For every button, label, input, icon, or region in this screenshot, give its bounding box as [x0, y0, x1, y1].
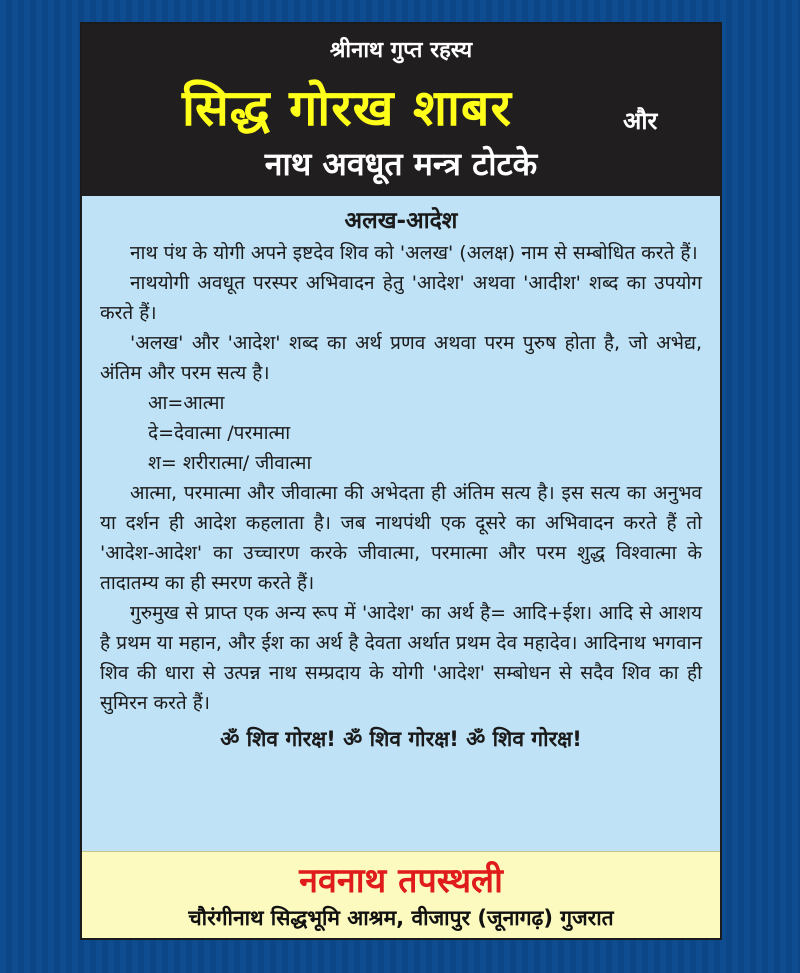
- sub-title: नाथ अवधूत मन्त्र टोटके: [264, 145, 538, 183]
- footer-title: नवनाथ तपस्थली: [299, 861, 503, 901]
- article-body: [82, 196, 720, 856]
- footer-address: चौरंगीनाथ सिद्धभूमि आश्रम, वीजापुर (जूनागढ़) गुजरात: [188, 906, 614, 930]
- pre-title: श्रीनाथ गुप्त रहस्य: [329, 38, 473, 63]
- poster-card: [80, 22, 722, 940]
- poster-header: [82, 24, 720, 196]
- paragraph-3: 'अलख' और 'आदेश' शब्द का अर्थ प्रणव अथवा परम पुरुष होता है, जो अभेद्य, अंतिम और परम सत्य है।: [100, 332, 702, 384]
- main-title: सिद्ध गोरख शाबर: [182, 78, 512, 137]
- formula-aa: आ=आत्मा: [148, 392, 225, 414]
- and-word: और: [623, 107, 658, 135]
- paragraph-5: गुरुमुख से प्राप्त एक अन्य रूप में 'आदेश' का अर्थ है= आदि+ईश। आदि से आशय है प्रथम या महान, और ईश का अर्थ है देवता अर्थात प्रथम देव महादेव। आदिनाथ भगवान शिव की धारा से उत्पन्न नाथ सम्प्रदाय के योगी 'आदेश' सम्बोधन से सदैव शिव का ही सुमिरन करते हैं।: [100, 602, 702, 714]
- paragraph-2: नाथयोगी अवधूत परस्पर अभिवादन हेतु 'आदेश' अथवा 'आदीश' शब्द का उपयोग करते हैं।: [100, 272, 702, 324]
- section-heading: अलख-आदेश: [344, 208, 458, 234]
- paragraph-4: आत्मा, परमात्मा और जीवात्मा की अभेदता ही अंतिम सत्य है। इस सत्य का अनुभव या दर्शन ही आदेश कहलाता है। जब नाथपंथी एक दूसरे का अभिवादन करते हैं तो 'आदेश-आदेश' का उच्चारण करके जीवात्मा, परमात्मा और परम शुद्ध विश्वात्मा के तादातम्य का ही स्मरण करते हैं।: [100, 482, 702, 594]
- formula-sha: श= शरीरात्मा/ जीवात्मा: [148, 452, 312, 474]
- mantra-line: ॐ शिव गोरक्ष! ॐ शिव गोरक्ष! ॐ शिव गोरक्ष!: [220, 727, 582, 751]
- paragraph-1: नाथ पंथ के योगी अपने इष्टदेव शिव को 'अलख' (अलक्ष) नाम से सम्बोधित करते हैं।: [130, 242, 698, 264]
- poster-footer: [82, 851, 720, 938]
- formula-de: दे=देवात्मा /परमात्मा: [148, 422, 291, 444]
